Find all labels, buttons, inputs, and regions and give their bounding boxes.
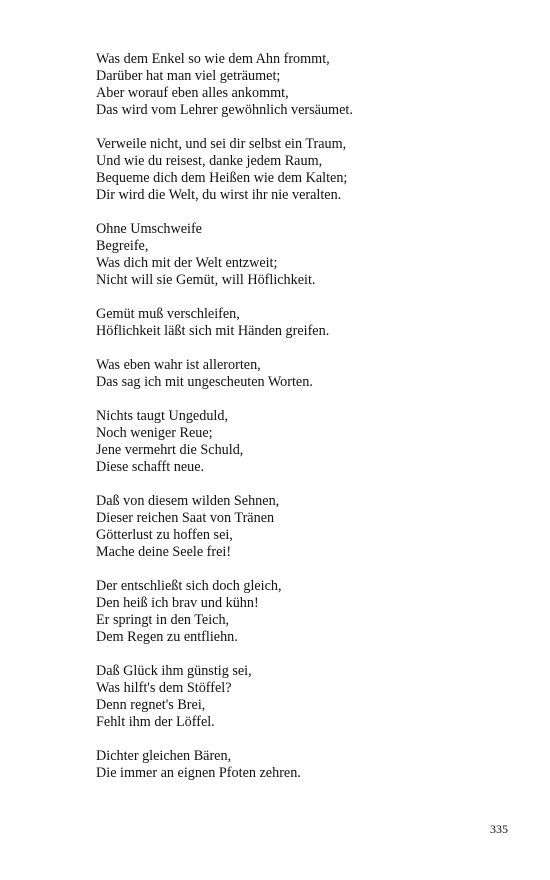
verse-line: Mache deine Seele frei! <box>96 544 232 560</box>
stanza <box>96 136 516 204</box>
stanza <box>96 51 516 119</box>
verse-line: Was dich mit der Welt entzweit; <box>96 255 278 271</box>
verse-line: Das sag ich mit ungescheuten Worten. <box>96 374 313 390</box>
verse-line: Nichts taugt Ungeduld, <box>96 408 229 424</box>
page-number: 335 <box>490 822 508 836</box>
verse-line: Dieser reichen Saat von Tränen <box>96 510 275 526</box>
stanza <box>96 493 516 561</box>
stanza <box>96 221 516 289</box>
verse-line: Was hilft's dem Stöffel? <box>96 680 232 696</box>
verse-line: Jene vermehrt die Schuld, <box>96 442 244 458</box>
stanza <box>96 748 516 782</box>
verse-line: Ohne Umschweife <box>96 221 202 237</box>
verse-line: Noch weniger Reue; <box>96 425 213 441</box>
stanza <box>96 408 516 476</box>
verse-line: Was dem Enkel so wie dem Ahn frommt, <box>96 51 330 67</box>
verse-line: Höflichkeit läßt sich mit Händen greifen. <box>96 323 330 339</box>
verse-line: Dir wird die Welt, du wirst ihr nie veralten. <box>96 187 342 203</box>
stanza <box>96 578 516 646</box>
verse-line: Der entschließt sich doch gleich, <box>96 578 282 594</box>
verse-line: Gemüt muß verschleifen, <box>96 306 240 322</box>
verse-line: Die immer an eignen Pfoten zehren. <box>96 765 301 781</box>
verse-line: Dichter gleichen Bären, <box>96 748 232 764</box>
verse-line: Daß Glück ihm günstig sei, <box>96 663 252 679</box>
verse-line: Denn regnet's Brei, <box>96 697 206 713</box>
verse-line: Darüber hat man viel geträumet; <box>96 68 281 84</box>
verse-line: Daß von diesem wilden Sehnen, <box>96 493 280 509</box>
verse-line: Und wie du reisest, danke jedem Raum, <box>96 153 323 169</box>
poem-text <box>96 51 516 799</box>
stanza <box>96 357 516 391</box>
verse-line: Bequeme dich dem Heißen wie dem Kalten; <box>96 170 348 186</box>
stanza <box>96 663 516 731</box>
verse-line: Was eben wahr ist allerorten, <box>96 357 261 373</box>
verse-line: Begreife, <box>96 238 149 254</box>
verse-line: Fehlt ihm der Löffel. <box>96 714 215 730</box>
verse-line: Den heiß ich brav und kühn! <box>96 595 259 611</box>
stanza <box>96 306 516 340</box>
verse-line: Das wird vom Lehrer gewöhnlich versäumet. <box>96 102 353 118</box>
verse-line: Er springt in den Teich, <box>96 612 230 628</box>
verse-line: Aber worauf eben alles ankommt, <box>96 85 289 101</box>
verse-line: Diese schafft neue. <box>96 459 205 475</box>
verse-line: Nicht will sie Gemüt, will Höflichkeit. <box>96 272 316 288</box>
verse-line: Verweile nicht, und sei dir selbst ein Traum, <box>96 136 347 152</box>
verse-line: Götterlust zu hoffen sei, <box>96 527 233 543</box>
verse-line: Dem Regen zu entfliehn. <box>96 629 238 645</box>
